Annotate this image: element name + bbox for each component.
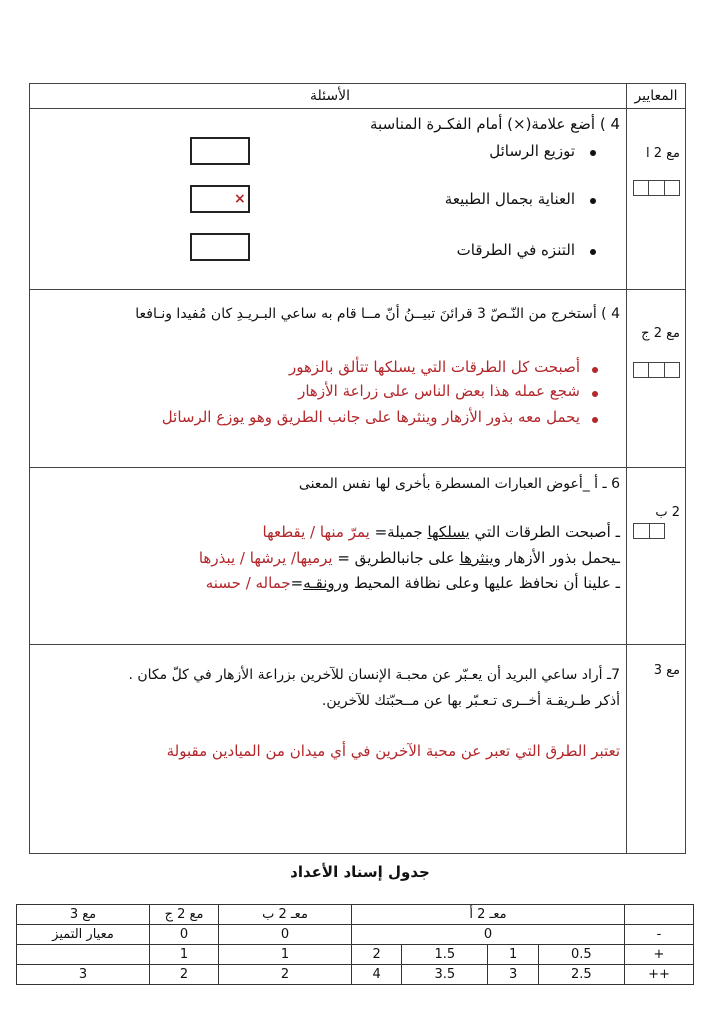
- q7-answer: تعتبر الطرق التي تعبر عن محبة الآخرين في أي ميدان من الميادين مقبولة: [166, 742, 620, 760]
- table-row: 1 1 2 1.5 1 0.5 +: [17, 945, 694, 965]
- grading-title: جدول إسناد الأعداد: [290, 863, 430, 881]
- q7-question-line-1: 7ـ أراد ساعي البريد أن يعـبّر عن محبـة الإنسان للآخرين بزراعة الأزهار في كلّ مكان .: [128, 667, 620, 683]
- q6-line-1: ـ أصبحت الطرقات التي يسلكها جميلة= يمرّ منها / يقطعها: [262, 523, 620, 541]
- checkbox-option-2[interactable]: [190, 185, 250, 213]
- q4c-criteria: مع 2 ج: [641, 326, 680, 341]
- checkbox-option-1[interactable]: [190, 137, 250, 165]
- q4c-question: 4 ) أستخرج من النّـصّ 3 قرائنَ تبيــنُ أنّ مــا قام به ساعي البـريـدِ كان مُفيدا ونـافعا: [135, 306, 620, 322]
- grading-table: [16, 904, 694, 985]
- q4a-score-boxes: [633, 180, 680, 196]
- q6-score-boxes: [633, 523, 665, 539]
- q6-answer-3: جماله / حسنه: [205, 574, 291, 592]
- q7-question-line-2: أذكر طـريقـة أخــرى تـعـبّر بها عن مــحبّتك للآخرين.: [321, 693, 620, 709]
- table-row: مع 3 مع 2 ج معـ 2 ب معـ 2 أ: [17, 905, 694, 925]
- bullet-icon: [590, 249, 596, 255]
- q4a-question: 4 ) أضع علامة(×) أمام الفكـرة المناسبة: [370, 115, 620, 133]
- bullet-icon: [592, 391, 598, 397]
- table-row: 3 2 2 4 3.5 3 2.5 ++: [17, 965, 694, 985]
- questions-header: الأسئلة: [310, 88, 350, 104]
- q4c-answer-3: يحمل معه بذور الأزهار وينثرها على جانب الطريق وهو يوزع الرسائل: [161, 408, 580, 426]
- q4a-option-2: العناية بجمال الطبيعة: [444, 190, 575, 208]
- bullet-icon: [592, 417, 598, 423]
- q4c-answer-2: شجع عمله هذا بعض الناس على زراعة الأزهار: [298, 382, 580, 400]
- q6-criteria: 2 ب: [655, 505, 680, 520]
- q6-answer-1: يمرّ منها / يقطعها: [262, 523, 370, 541]
- x-mark-icon: ×: [234, 191, 246, 207]
- bullet-icon: [592, 367, 598, 373]
- q4c-score-boxes: [633, 362, 680, 378]
- q4a-option-1: توزيع الرسائل: [489, 142, 575, 160]
- q4c-answer-1: أصبحت كل الطرقات التي يسلكها تتألق بالزهور: [288, 358, 580, 376]
- q6-line-3: ـ علينا أن نحافظ عليها وعلى نظافة المحيط ورونقـه=جماله / حسنه: [205, 574, 620, 592]
- q7-criteria: مع 3: [653, 663, 680, 678]
- bullet-icon: [590, 198, 596, 204]
- q6-question: 6 ـ أ _أعوض العبارات المسطرة بأخرى لها نفس المعنى: [298, 476, 620, 492]
- criteria-header: المعايير: [634, 88, 678, 104]
- q6-answer-2: يرميها/ يرشها / يبذرها: [198, 549, 333, 567]
- checkbox-option-3[interactable]: [190, 233, 250, 261]
- table-row: معيار التميز 0 0 0 -: [17, 925, 694, 945]
- q4a-criteria: مع 2 ا: [645, 146, 680, 161]
- bullet-icon: [590, 150, 596, 156]
- q4a-option-3: التنزه في الطرقات: [456, 241, 575, 259]
- q6-line-2: ـيحمل بذور الأزهار وينثرها على جانبالطريق = يرميها/ يرشها / يبذرها: [198, 549, 620, 567]
